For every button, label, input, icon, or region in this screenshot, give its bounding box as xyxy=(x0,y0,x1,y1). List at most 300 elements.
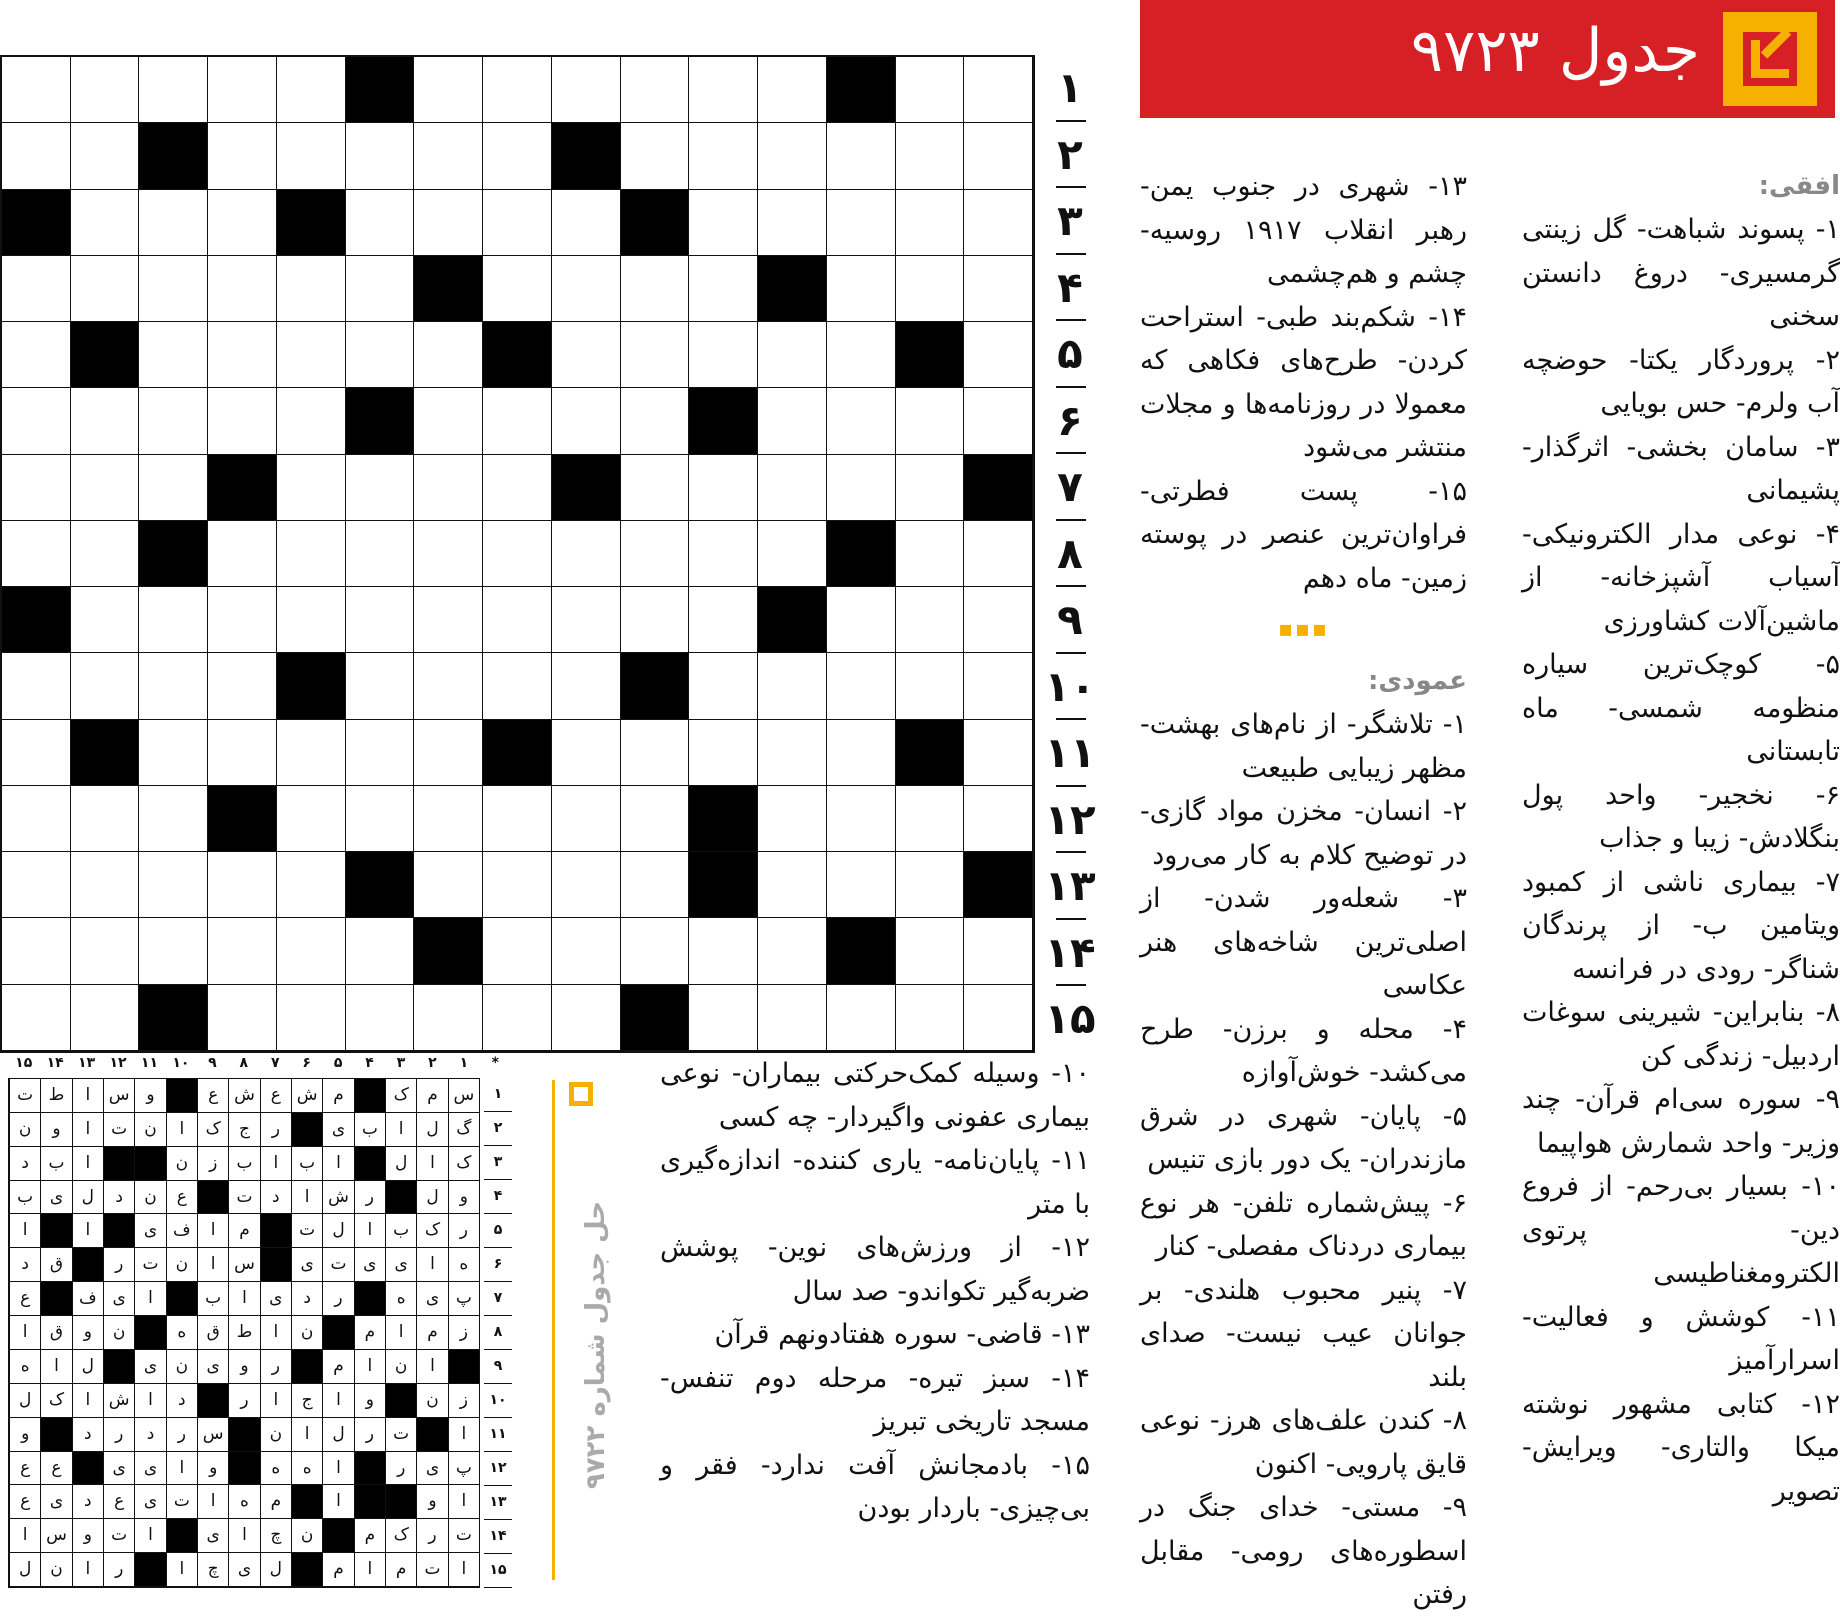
solution-label: حل جدول شماره ۹۷۲۲ xyxy=(581,1200,611,1490)
grid-cell[interactable] xyxy=(552,587,621,653)
grid-cell[interactable] xyxy=(277,256,346,322)
grid-cell[interactable] xyxy=(964,521,1033,587)
solution-cell: ا xyxy=(9,1519,40,1553)
grid-cell[interactable] xyxy=(414,190,483,256)
grid-cell[interactable] xyxy=(896,985,965,1051)
grid-cell[interactable] xyxy=(139,190,208,256)
grid-cell[interactable] xyxy=(277,322,346,388)
solution-cell: س xyxy=(448,1079,479,1113)
grid-cell[interactable] xyxy=(964,786,1033,852)
vertical-clue: ۱۱- پایان‌نامه- یاری کننده- اندازه‌گیری با متر xyxy=(660,1145,1090,1220)
grid-cell[interactable] xyxy=(414,322,483,388)
black-cell xyxy=(346,388,415,454)
grid-cell[interactable] xyxy=(827,985,896,1051)
grid-cell[interactable] xyxy=(964,123,1033,189)
grid-cell[interactable] xyxy=(414,786,483,852)
solution-cell: ا xyxy=(72,1553,103,1587)
grid-cell[interactable] xyxy=(71,521,140,587)
grid-cell[interactable] xyxy=(689,985,758,1051)
grid-cell[interactable] xyxy=(896,521,965,587)
black-cell xyxy=(758,587,827,653)
grid-cell[interactable] xyxy=(621,587,690,653)
grid-cell[interactable] xyxy=(552,256,621,322)
grid-cell[interactable] xyxy=(346,256,415,322)
grid-cell[interactable] xyxy=(2,256,71,322)
grid-cell[interactable] xyxy=(483,388,552,454)
grid-cell[interactable] xyxy=(2,322,71,388)
grid-cell[interactable] xyxy=(552,852,621,918)
solution-cell: و xyxy=(72,1519,103,1553)
grid-cell[interactable] xyxy=(277,57,346,123)
vertical-clue: ۶- پیش‌شماره تلفن- هر نوع بیماری دردناک مفصلی- کنار xyxy=(1140,1187,1467,1262)
solution-row-number: ۱۴ xyxy=(484,1520,512,1554)
solution-cell: ت xyxy=(9,1079,40,1113)
grid-cell[interactable] xyxy=(552,653,621,719)
grid-cell[interactable] xyxy=(208,852,277,918)
grid-cell[interactable] xyxy=(414,985,483,1051)
grid-cell[interactable] xyxy=(346,786,415,852)
grid-cell[interactable] xyxy=(139,388,208,454)
solution-cell: ا xyxy=(72,1384,103,1418)
grid-cell[interactable] xyxy=(483,786,552,852)
solution-cell: ا xyxy=(134,1282,165,1316)
grid-cell[interactable] xyxy=(71,587,140,653)
black-cell xyxy=(758,256,827,322)
grid-cell[interactable] xyxy=(758,653,827,719)
grid-cell[interactable] xyxy=(689,521,758,587)
grid-cell[interactable] xyxy=(964,653,1033,719)
solution-cell: ه xyxy=(166,1316,197,1350)
grid-cell[interactable] xyxy=(346,985,415,1051)
solution-cell: ه xyxy=(228,1485,259,1519)
grid-cell[interactable] xyxy=(139,852,208,918)
grid-cell[interactable] xyxy=(346,455,415,521)
black-cell xyxy=(139,521,208,587)
grid-cell[interactable] xyxy=(277,720,346,786)
grid-cell[interactable] xyxy=(758,720,827,786)
grid-cell[interactable] xyxy=(689,455,758,521)
grid-cell[interactable] xyxy=(208,388,277,454)
solution-black-cell xyxy=(103,1214,134,1248)
solution-cell: ا xyxy=(134,1384,165,1418)
grid-cell[interactable] xyxy=(208,587,277,653)
grid-cell[interactable] xyxy=(277,521,346,587)
grid-cell[interactable] xyxy=(552,521,621,587)
vertical-clue: ۳- شعله‌ور شدن- از اصلی‌ترین شاخه‌های هنر عکاسی xyxy=(1140,883,1467,1001)
grid-cell[interactable] xyxy=(139,57,208,123)
solution-row-number: ۱۵ xyxy=(484,1554,512,1588)
grid-cell[interactable] xyxy=(827,388,896,454)
grid-cell[interactable] xyxy=(208,123,277,189)
grid-cell[interactable] xyxy=(414,587,483,653)
grid-cell[interactable] xyxy=(71,123,140,189)
solution-cell: ت xyxy=(228,1181,259,1215)
solution-cell: ر xyxy=(103,1418,134,1452)
grid-cell[interactable] xyxy=(758,57,827,123)
horizontal-clue: ۱۴- شکم‌بند طبی- استراحت کردن- طرح‌های فکاهی که معمولا در روزنامه‌ها و مجلات منتشر می‌شود xyxy=(1140,301,1467,463)
grid-cell[interactable] xyxy=(139,322,208,388)
grid-cell[interactable] xyxy=(827,322,896,388)
grid-cell[interactable] xyxy=(71,190,140,256)
grid-cell[interactable] xyxy=(139,653,208,719)
vertical-clue: ۱۵- بادمجانش آفت ندارد- فقر و بی‌چیزی- باردار بودن xyxy=(660,1449,1090,1524)
grid-cell[interactable] xyxy=(827,256,896,322)
solution-cell: ا xyxy=(448,1553,479,1587)
grid-cell[interactable] xyxy=(483,455,552,521)
solution-column-number: ۱۱ xyxy=(140,1055,159,1071)
solution-black-cell xyxy=(322,1519,353,1553)
black-cell xyxy=(689,786,758,852)
solution-black-cell xyxy=(103,1350,134,1384)
grid-cell[interactable] xyxy=(621,852,690,918)
solution-column-number: ۱۰ xyxy=(172,1055,190,1071)
solution-cell: ر xyxy=(260,1350,291,1384)
grid-cell[interactable] xyxy=(208,720,277,786)
grid-cell[interactable] xyxy=(71,455,140,521)
grid-cell[interactable] xyxy=(208,256,277,322)
grid-cell[interactable] xyxy=(689,256,758,322)
solution-cell: ب xyxy=(291,1147,322,1181)
grid-cell[interactable] xyxy=(689,123,758,189)
grid-cell[interactable] xyxy=(896,123,965,189)
solution-cell: ی xyxy=(134,1452,165,1486)
solution-cell: ب xyxy=(228,1147,259,1181)
solution-cell: ر xyxy=(385,1452,416,1486)
grid-cell[interactable] xyxy=(689,587,758,653)
solution-black-cell xyxy=(134,1553,165,1587)
black-cell xyxy=(896,720,965,786)
grid-cell[interactable] xyxy=(964,720,1033,786)
solution-cell: ل xyxy=(9,1553,40,1587)
solution-black-cell xyxy=(166,1079,197,1113)
grid-cell[interactable] xyxy=(2,521,71,587)
grid-cell[interactable] xyxy=(758,985,827,1051)
solution-cell: ط xyxy=(40,1079,71,1113)
grid-cell[interactable] xyxy=(483,521,552,587)
grid-cell[interactable] xyxy=(139,918,208,984)
grid-cell[interactable] xyxy=(621,720,690,786)
horizontal-clue: ۵- کوچک‌ترین سیاره منظومه شمسی- ماه تابستانی xyxy=(1522,649,1840,767)
solution-cell: ی xyxy=(385,1248,416,1282)
solution-cell: ن xyxy=(134,1181,165,1215)
solution-cell: ل xyxy=(9,1384,40,1418)
grid-cell[interactable] xyxy=(483,653,552,719)
grid-cell[interactable] xyxy=(139,587,208,653)
solution-cell: ن xyxy=(385,1350,416,1384)
grid-cell[interactable] xyxy=(2,720,71,786)
solution-cell: ج xyxy=(291,1384,322,1418)
grid-cell[interactable] xyxy=(689,653,758,719)
grid-cell[interactable] xyxy=(689,190,758,256)
grid-cell[interactable] xyxy=(483,985,552,1051)
grid-cell[interactable] xyxy=(758,918,827,984)
grid-cell[interactable] xyxy=(896,190,965,256)
black-cell xyxy=(689,852,758,918)
grid-cell[interactable] xyxy=(277,388,346,454)
grid-cell[interactable] xyxy=(827,852,896,918)
solution-cell: ت xyxy=(166,1485,197,1519)
grid-cell[interactable] xyxy=(689,322,758,388)
grid-cell[interactable] xyxy=(621,521,690,587)
grid-cell[interactable] xyxy=(758,123,827,189)
grid-cell[interactable] xyxy=(483,123,552,189)
solution-cell: د xyxy=(260,1181,291,1215)
grid-cell[interactable] xyxy=(896,587,965,653)
grid-cell[interactable] xyxy=(71,256,140,322)
solution-cell: ع xyxy=(40,1452,71,1486)
grid-cell[interactable] xyxy=(346,720,415,786)
solution-row-number: ۶ xyxy=(484,1248,512,1282)
solution-cell: ی xyxy=(134,1350,165,1384)
solution-row-numbers xyxy=(484,1078,512,1588)
grid-cell[interactable] xyxy=(71,786,140,852)
solution-cell: ا xyxy=(228,1282,259,1316)
row-number: ۸ xyxy=(1040,521,1100,588)
grid-cell[interactable] xyxy=(964,322,1033,388)
solution-cell: ی xyxy=(416,1282,447,1316)
grid-cell[interactable] xyxy=(346,190,415,256)
grid-cell[interactable] xyxy=(2,918,71,984)
grid-cell[interactable] xyxy=(483,190,552,256)
grid-cell[interactable] xyxy=(277,852,346,918)
grid-cell[interactable] xyxy=(71,388,140,454)
grid-cell[interactable] xyxy=(689,57,758,123)
solution-cell: م xyxy=(322,1553,353,1587)
grid-cell[interactable] xyxy=(414,123,483,189)
grid-cell[interactable] xyxy=(758,388,827,454)
solution-black-cell xyxy=(228,1452,259,1486)
solution-cell: ا xyxy=(197,1248,228,1282)
solution-cell: ک xyxy=(40,1384,71,1418)
grid-cell[interactable] xyxy=(414,521,483,587)
grid-cell[interactable] xyxy=(621,786,690,852)
grid-cell[interactable] xyxy=(414,455,483,521)
grid-cell[interactable] xyxy=(71,852,140,918)
vertical-clue: ۱۳- قاضی- سوره هفتادونهم قرآن xyxy=(714,1319,1090,1350)
grid-cell[interactable] xyxy=(827,653,896,719)
solution-cell: ل xyxy=(72,1181,103,1215)
vertical-clue: ۸- کندن علف‌های هرز- نوعی قایق پارویی- اکنون xyxy=(1140,1405,1467,1480)
grid-cell[interactable] xyxy=(277,985,346,1051)
grid-cell[interactable] xyxy=(2,388,71,454)
grid-cell[interactable] xyxy=(346,918,415,984)
grid-cell[interactable] xyxy=(758,852,827,918)
solution-cell: گ xyxy=(448,1113,479,1147)
grid-cell[interactable] xyxy=(208,985,277,1051)
grid-cell[interactable] xyxy=(621,322,690,388)
grid-cell[interactable] xyxy=(758,322,827,388)
grid-cell[interactable] xyxy=(346,521,415,587)
grid-cell[interactable] xyxy=(896,918,965,984)
solution-cell: د xyxy=(9,1248,40,1282)
grid-cell[interactable] xyxy=(896,388,965,454)
grid-cell[interactable] xyxy=(346,123,415,189)
grid-cell[interactable] xyxy=(964,587,1033,653)
grid-cell[interactable] xyxy=(621,123,690,189)
grid-cell[interactable] xyxy=(208,918,277,984)
solution-cell: ن xyxy=(416,1384,447,1418)
grid-cell[interactable] xyxy=(689,720,758,786)
vertical-clue: ۱- تلاشگر- از نام‌های بهشت- مظهر زیبایی طبیعت xyxy=(1140,709,1467,784)
solution-cell: ن xyxy=(134,1113,165,1147)
grid-cell[interactable] xyxy=(896,455,965,521)
solution-row-number: ۹ xyxy=(484,1350,512,1384)
grid-cell[interactable] xyxy=(758,190,827,256)
solution-cell: ا xyxy=(291,1181,322,1215)
grid-cell[interactable] xyxy=(896,786,965,852)
solution-black-cell xyxy=(228,1418,259,1452)
grid-cell[interactable] xyxy=(346,653,415,719)
grid-cell[interactable] xyxy=(139,256,208,322)
grid-cell[interactable] xyxy=(483,256,552,322)
solution-row-number: ۱۳ xyxy=(484,1486,512,1520)
solution-cell: ن xyxy=(103,1316,134,1350)
solution-cell: ع xyxy=(260,1079,291,1113)
grid-cell[interactable] xyxy=(208,190,277,256)
black-cell xyxy=(71,322,140,388)
solution-cell: ا xyxy=(166,1452,197,1486)
solution-cell: ا xyxy=(448,1485,479,1519)
grid-cell[interactable] xyxy=(346,587,415,653)
grid-cell[interactable] xyxy=(277,455,346,521)
horizontal-clue: ۲- پروردگار یکتا- حوضچه آب ولرم- حس بویایی xyxy=(1522,344,1840,419)
grid-cell[interactable] xyxy=(71,57,140,123)
grid-cell[interactable] xyxy=(621,256,690,322)
solution-cell: ن xyxy=(260,1418,291,1452)
grid-cell[interactable] xyxy=(827,455,896,521)
grid-cell[interactable] xyxy=(964,256,1033,322)
grid-cell[interactable] xyxy=(758,455,827,521)
grid-cell[interactable] xyxy=(827,190,896,256)
black-cell xyxy=(896,322,965,388)
black-cell xyxy=(71,720,140,786)
grid-cell[interactable] xyxy=(2,57,71,123)
grid-cell[interactable] xyxy=(277,123,346,189)
solution-cell: ه xyxy=(448,1248,479,1282)
grid-cell[interactable] xyxy=(71,918,140,984)
solution-row-number: ۳ xyxy=(484,1146,512,1180)
solution-black-cell xyxy=(72,1248,103,1282)
grid-cell[interactable] xyxy=(414,720,483,786)
grid-cell[interactable] xyxy=(208,322,277,388)
horizontal-clue: ۹- سوره سی‌ام قرآن- چند وزیر- واحد شمارش هواپیما xyxy=(1522,1084,1840,1159)
grid-cell[interactable] xyxy=(552,985,621,1051)
grid-cell[interactable] xyxy=(621,388,690,454)
grid-cell[interactable] xyxy=(896,57,965,123)
solution-cell: ا xyxy=(291,1418,322,1452)
solution-cell: ب xyxy=(385,1214,416,1248)
grid-cell[interactable] xyxy=(964,985,1033,1051)
solution-cell: س xyxy=(103,1079,134,1113)
grid-cell[interactable] xyxy=(483,57,552,123)
grid-cell[interactable] xyxy=(414,57,483,123)
solution-cell: ع xyxy=(9,1485,40,1519)
solution-cell: ا xyxy=(354,1350,385,1384)
grid-cell[interactable] xyxy=(346,322,415,388)
solution-cell: ی xyxy=(416,1452,447,1486)
grid-cell[interactable] xyxy=(896,852,965,918)
grid-cell[interactable] xyxy=(552,388,621,454)
grid-cell[interactable] xyxy=(552,322,621,388)
grid-cell[interactable] xyxy=(896,653,965,719)
grid-cell[interactable] xyxy=(621,57,690,123)
grid-cell[interactable] xyxy=(2,786,71,852)
grid-cell[interactable] xyxy=(827,720,896,786)
grid-cell[interactable] xyxy=(2,653,71,719)
vertical-clue: ۷- پنیر محبوب هلندی- بر جوانان عیب نیست- صدای بلند xyxy=(1140,1274,1467,1393)
grid-cell[interactable] xyxy=(621,918,690,984)
grid-cell[interactable] xyxy=(2,123,71,189)
grid-cell[interactable] xyxy=(483,587,552,653)
grid-cell[interactable] xyxy=(552,57,621,123)
solution-column-number: ۵ xyxy=(333,1055,343,1071)
grid-cell[interactable] xyxy=(2,455,71,521)
solution-column-number: ۸ xyxy=(239,1055,249,1071)
solution-cell: ا xyxy=(166,1553,197,1587)
grid-cell[interactable] xyxy=(139,720,208,786)
grid-cell[interactable] xyxy=(71,985,140,1051)
grid-cell[interactable] xyxy=(414,653,483,719)
grid-cell[interactable] xyxy=(71,653,140,719)
grid-cell[interactable] xyxy=(139,786,208,852)
grid-cell[interactable] xyxy=(827,786,896,852)
grid-cell[interactable] xyxy=(139,455,208,521)
grid-cell[interactable] xyxy=(552,786,621,852)
solution-cell: ت xyxy=(385,1418,416,1452)
grid-cell[interactable] xyxy=(552,918,621,984)
black-cell xyxy=(139,123,208,189)
solution-cell: م xyxy=(354,1316,385,1350)
grid-cell[interactable] xyxy=(964,57,1033,123)
grid-cell[interactable] xyxy=(896,256,965,322)
grid-cell[interactable] xyxy=(964,918,1033,984)
grid-cell[interactable] xyxy=(964,388,1033,454)
grid-cell[interactable] xyxy=(2,985,71,1051)
grid-cell[interactable] xyxy=(827,587,896,653)
solution-black-cell xyxy=(291,1485,322,1519)
black-cell xyxy=(208,455,277,521)
grid-cell[interactable] xyxy=(758,786,827,852)
solution-cell: ر xyxy=(228,1384,259,1418)
grid-cell[interactable] xyxy=(689,918,758,984)
solution-cell: ا xyxy=(385,1113,416,1147)
solution-cell: چ xyxy=(197,1553,228,1587)
grid-cell[interactable] xyxy=(483,852,552,918)
grid-cell[interactable] xyxy=(758,521,827,587)
grid-cell[interactable] xyxy=(552,720,621,786)
grid-cell[interactable] xyxy=(277,918,346,984)
grid-cell[interactable] xyxy=(208,653,277,719)
grid-cell[interactable] xyxy=(483,918,552,984)
grid-cell[interactable] xyxy=(277,587,346,653)
grid-cell[interactable] xyxy=(621,455,690,521)
solution-cell: ر xyxy=(416,1519,447,1553)
grid-cell[interactable] xyxy=(2,852,71,918)
grid-cell[interactable] xyxy=(277,786,346,852)
grid-cell[interactable] xyxy=(414,388,483,454)
solution-black-cell xyxy=(197,1384,228,1418)
solution-black-cell xyxy=(291,1350,322,1384)
grid-cell[interactable] xyxy=(208,521,277,587)
grid-cell[interactable] xyxy=(964,190,1033,256)
grid-cell[interactable] xyxy=(208,57,277,123)
solution-cell: ل xyxy=(416,1113,447,1147)
grid-cell[interactable] xyxy=(552,190,621,256)
solution-cell: م xyxy=(354,1519,385,1553)
grid-cell[interactable] xyxy=(414,852,483,918)
grid-cell[interactable] xyxy=(827,123,896,189)
solution-cell: ل xyxy=(416,1181,447,1215)
